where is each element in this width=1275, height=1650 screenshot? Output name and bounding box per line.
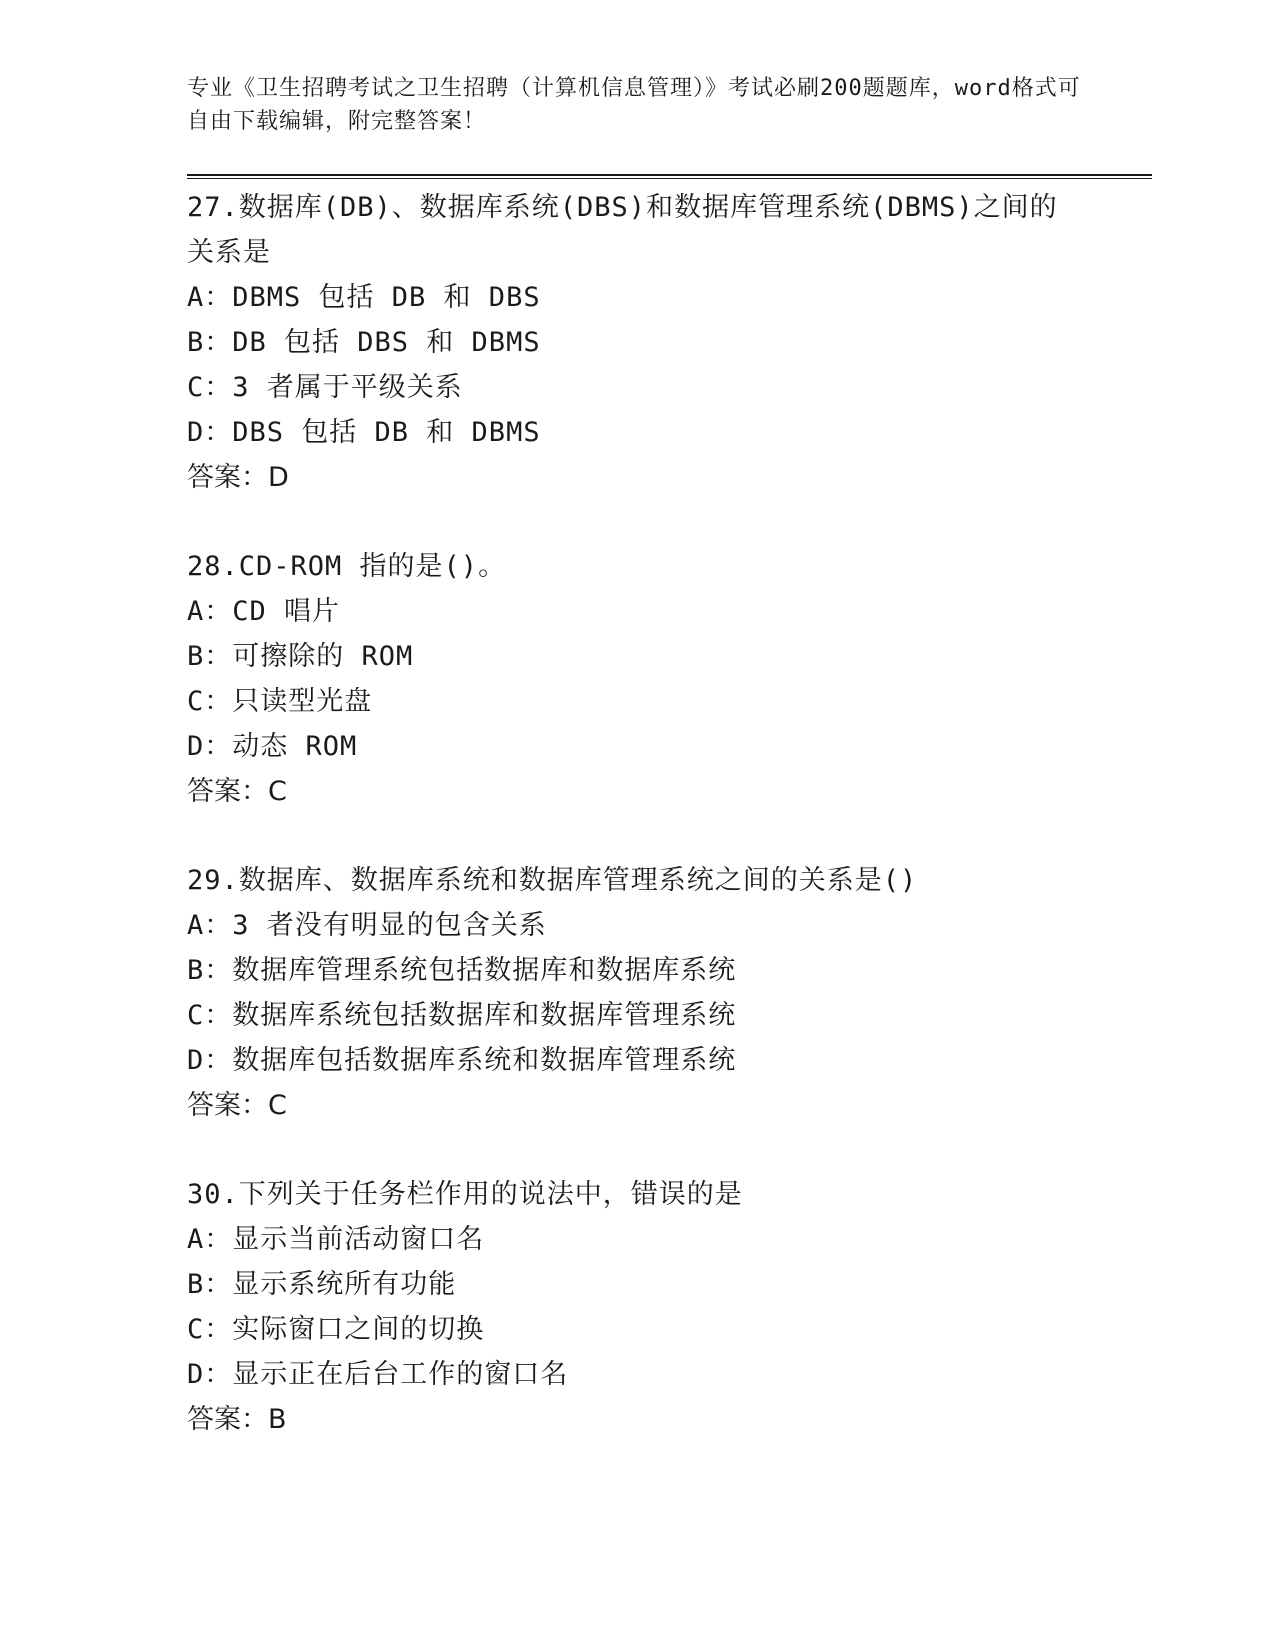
question-stem: 30.下列关于任务栏作用的说法中，错误的是 xyxy=(187,1179,743,1210)
option-c: C：3 者属于平级关系 xyxy=(187,372,463,403)
option-b: B：可擦除的 ROM xyxy=(187,641,414,672)
option-d: D：动态 ROM xyxy=(187,731,358,762)
answer-line: 答案：C xyxy=(187,776,287,807)
option-b: B：DB 包括 DBS 和 DBMS xyxy=(187,327,541,358)
question-27 xyxy=(187,185,1152,500)
option-c: C：实际窗口之间的切换 xyxy=(187,1314,485,1345)
question-stem: 28.CD-ROM 指的是()。 xyxy=(187,551,507,582)
question-spacer xyxy=(187,1128,1152,1172)
option-a: A：CD 唱片 xyxy=(187,596,341,627)
document-intro: 专业《卫生招聘考试之卫生招聘（计算机信息管理）》考试必刷200题题库，word格式可自由下载编辑，附完整答案！ xyxy=(187,76,1081,134)
option-b: B：显示系统所有功能 xyxy=(187,1269,457,1300)
question-29 xyxy=(187,858,1152,1128)
option-a: A：显示当前活动窗口名 xyxy=(187,1224,485,1255)
question-stem: 29.数据库、数据库系统和数据库管理系统之间的关系是() xyxy=(187,865,918,896)
answer-line: 答案：B xyxy=(187,1404,287,1435)
option-a: A：3 者没有明显的包含关系 xyxy=(187,910,547,941)
question-spacer xyxy=(187,814,1152,858)
question-30 xyxy=(187,1172,1152,1442)
answer-line: 答案：C xyxy=(187,1090,287,1121)
option-d: D：DBS 包括 DB 和 DBMS xyxy=(187,417,541,448)
option-d: D：显示正在后台工作的窗口名 xyxy=(187,1359,569,1390)
question-stem: 27.数据库(DB)、数据库系统(DBS)和数据库管理系统(DBMS)之间的关系是 xyxy=(187,192,1058,268)
header-divider xyxy=(187,174,1152,179)
question-spacer xyxy=(187,500,1152,544)
document-page xyxy=(187,72,1152,1442)
option-c: C：数据库系统包括数据库和数据库管理系统 xyxy=(187,1000,737,1031)
option-a: A：DBMS 包括 DB 和 DBS xyxy=(187,282,541,313)
answer-line: 答案：D xyxy=(187,462,289,493)
question-28 xyxy=(187,544,1152,814)
option-b: B：数据库管理系统包括数据库和数据库系统 xyxy=(187,955,737,986)
option-d: D：数据库包括数据库系统和数据库管理系统 xyxy=(187,1045,737,1076)
option-c: C：只读型光盘 xyxy=(187,686,373,717)
